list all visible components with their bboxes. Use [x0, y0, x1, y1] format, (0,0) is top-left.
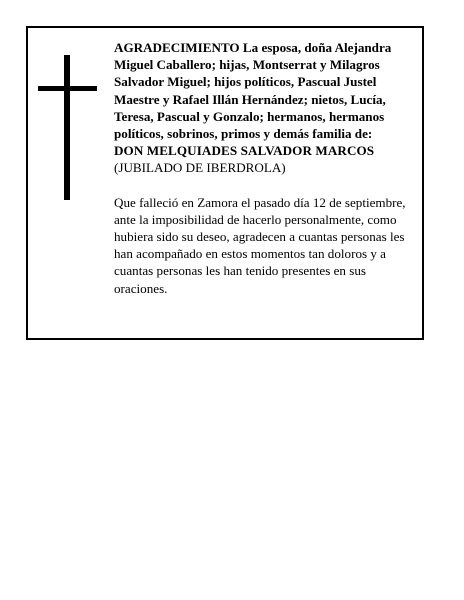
cross-horizontal-bar — [38, 86, 97, 91]
acknowledgement-intro: AGRADECIMIENTO La esposa, doña Alejandra Miguel Caballero; hijas, Montserrat y Milagros Salvador Miguel; hijos políticos, Pascual Justel Maestre y Rafael Illán Hernández; nietos, Lucía, Teresa, Pascual y Gonzalo; hermanos, hermanos políticos, sobrinos, primos y demás familia de: — [114, 40, 392, 142]
deceased-occupation: (JUBILADO DE IBERDROLA) — [114, 160, 286, 176]
notice-text-column — [114, 39, 420, 297]
cross-vertical-bar — [64, 55, 70, 200]
latin-cross-icon — [38, 55, 97, 200]
obituary-notice-box — [26, 26, 424, 340]
acknowledgement-body: Que falleció en Zamora el pasado día 12 de septiembre, ante la imposibilidad de hacerlo personalmente, como hubiera sido su deseo, agradecen a cuantas personas les han acompañado en estos momentos tan doloros y a cuantas personas les han tenido presentes en sus oraciones. — [114, 194, 406, 296]
deceased-name: DON MELQUIADES SALVADOR MARCOS — [114, 143, 375, 159]
